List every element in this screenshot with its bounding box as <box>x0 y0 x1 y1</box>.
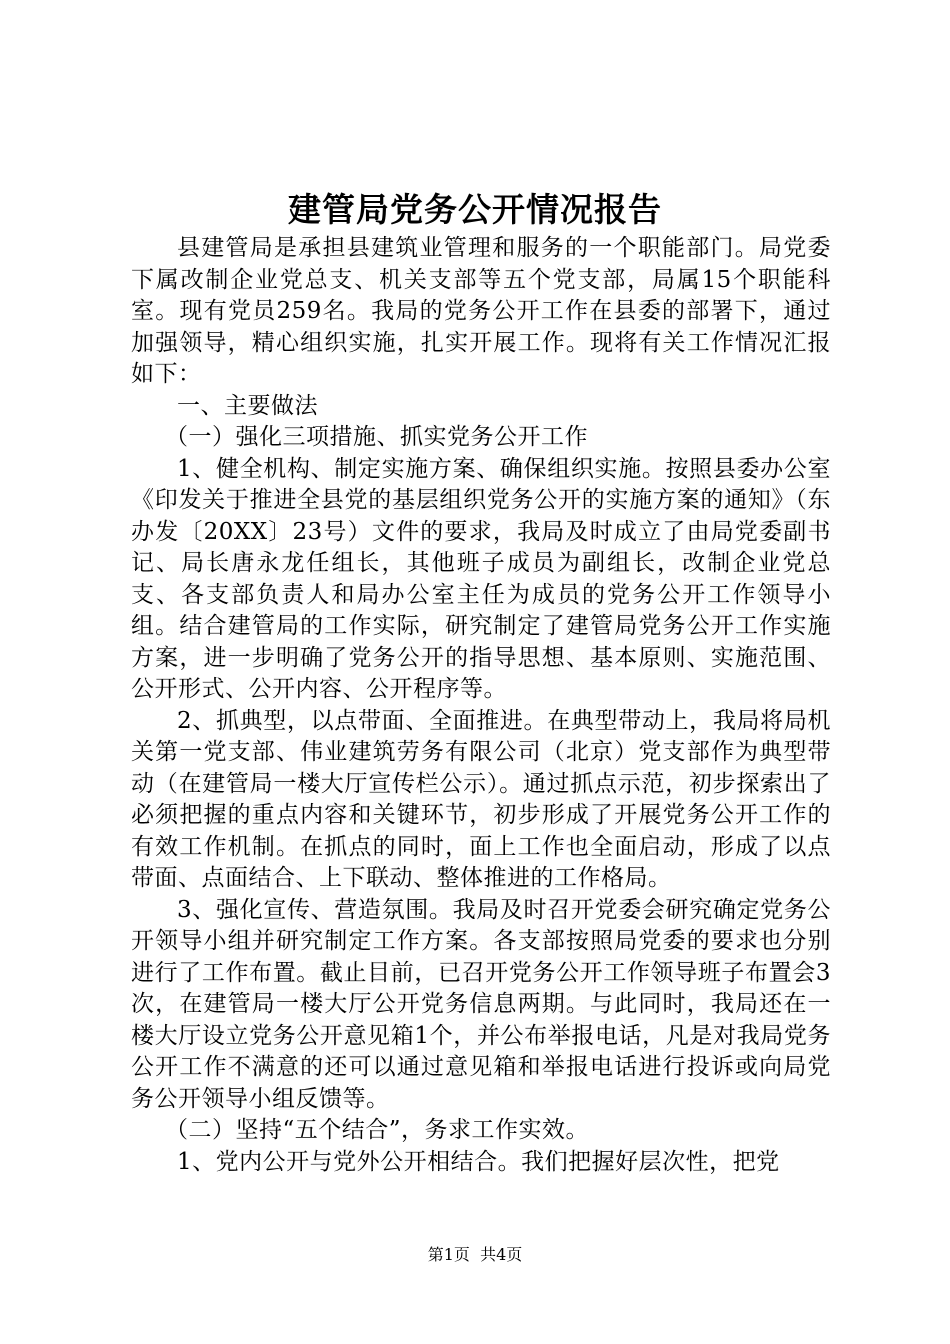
subsection-heading-1: （一）强化三项措施、抓实党务公开工作 <box>165 424 588 450</box>
body-paragraph-3: 3、强化宣传、营造氛围。我局及时召开党委会研究确定党务公开领导小组并研究制定工作方案。各支部按照局党委的要求也分别进行了工作布置。截止目前，已召开党务公开工作领导班子布置会3次，在建管局一楼大厅公开党务信息两期。与此同时，我局还在一楼大厅设立党务公开意见箱1个，并公布举报电话，凡是对我局党务公开工作不满意的还可以通过意见箱和举报电话进行投诉或向局党务公开领导小组反馈等。 <box>131 896 831 1112</box>
body-paragraph-1: 1、健全机构、制定实施方案、确保组织实施。按照县委办公室《印发关于推进全县党的基层组织党务公开的实施方案的通知》（东办发〔20XX〕23号）文件的要求，我局及时成立了由局党委副书记、局长唐永龙任组长，其他班子成员为副组长，改制企业党总支、各支部负责人和局办公室主任为成员的党务公开工作领导小组。结合建管局的工作实际，研究制定了建管局党务公开工作实施方案，进一步明确了党务公开的指导思想、基本原则、实施范围、公开形式、公开内容、公开程序等。 <box>131 455 831 702</box>
document-body <box>131 233 831 1178</box>
page-footer <box>0 1244 950 1266</box>
intro-paragraph: 县建管局是承担县建筑业管理和服务的一个职能部门。局党委下属改制企业党总支、机关支部等五个党支部，局属15个职能科室。现有党员259名。我局的党务公开工作在县委的部署下，通过加强领导，精心组织实施，扎实开展工作。现将有关工作情况汇报如下： <box>131 235 831 387</box>
subsection-heading-2: （二）坚持“五个结合”，务求工作实效。 <box>165 1117 590 1143</box>
body-paragraph-2: 2、抓典型，以点带面、全面推进。在典型带动上，我局将局机关第一党支部、伟业建筑劳务有限公司（北京）党支部作为典型带动（在建管局一楼大厅宣传栏公示）。通过抓点示范，初步探索出了必须把握的重点内容和关键环节，初步形成了开展党务公开工作的有效工作机制。在抓点的同时，面上工作也全面启动，形成了以点带面、点面结合、上下联动、整体推进的工作格局。 <box>131 707 831 891</box>
document-title: 建管局党务公开情况报告 <box>288 190 662 229</box>
body-paragraph-4: 1、党内公开与党外公开相结合。我们把握好层次性，把党 <box>177 1148 780 1175</box>
page-number: 第1页 <box>427 1245 470 1264</box>
section-heading-main-practices: 一、主要做法 <box>177 392 318 419</box>
page-total: 共4页 <box>480 1245 523 1264</box>
